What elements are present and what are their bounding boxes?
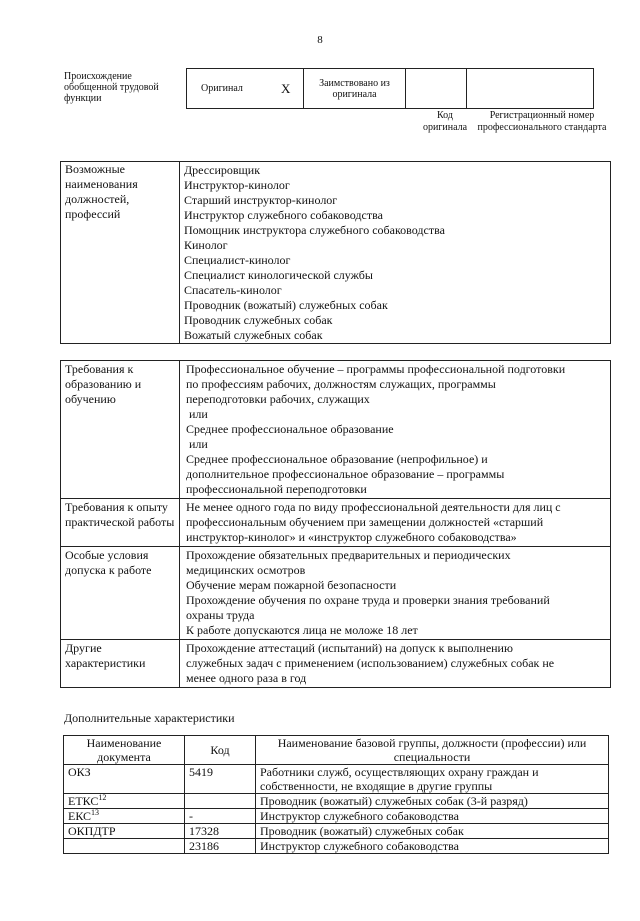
position-item: Дрессировщик <box>184 163 261 177</box>
positions-list <box>180 162 611 344</box>
requirement-content <box>180 499 611 547</box>
code-cell: 23186 <box>185 839 256 854</box>
requirement-line: Прохождение аттестаций (испытаний) на допуск к выполнению <box>186 641 513 655</box>
header-code: Код <box>185 736 256 765</box>
requirement-line: Обучение мерам пожарной безопасности <box>186 578 397 592</box>
position-item: Старший инструктор-кинолог <box>184 193 338 207</box>
header-document: Наименование документа <box>64 736 185 765</box>
registration-number-cell <box>467 69 594 109</box>
table-row <box>64 765 609 794</box>
requirement-row <box>61 499 611 547</box>
requirement-line: Не менее одного года по виду профессиональной деятельности для лиц с <box>186 500 561 514</box>
requirement-line: по профессиям рабочих, должностям служащих, программы <box>186 377 496 391</box>
position-item: Помощник инструктора служебного собаководства <box>184 223 445 237</box>
requirement-line: служебных задач с применением (использованием) служебных собак не <box>186 656 555 670</box>
code-cell: - <box>185 809 256 824</box>
borrowed-label: Заимствовано из оригинала <box>304 69 406 109</box>
document-name: ЕКС <box>68 809 92 823</box>
document-name: ОКЗ <box>68 765 91 779</box>
requirement-content <box>180 361 611 499</box>
registration-caption: Регистрационный номер профессионального стандарта <box>477 110 607 133</box>
requirement-label: Требования к образованию и обучению <box>61 361 180 499</box>
name-cell: Проводник (вожатый) служебных собак <box>256 824 609 839</box>
requirement-line: или <box>189 437 208 451</box>
requirement-line: профессиональной переподготовки <box>186 482 367 496</box>
document-cell <box>64 824 185 839</box>
requirement-line: К работе допускаются лица не моложе 18 лет <box>186 623 418 637</box>
extra-table <box>63 735 609 854</box>
original-code-cell <box>406 69 467 109</box>
table-row <box>64 809 609 824</box>
origin-table <box>186 68 594 109</box>
position-item: Вожатый служебных собак <box>184 328 323 342</box>
name-cell: Проводник (вожатый) служебных собак (3-й разряд) <box>256 794 609 809</box>
document-name: ЕТКС <box>68 794 99 808</box>
position-item: Проводник (вожатый) служебных собак <box>184 298 388 312</box>
original-label: Оригинал <box>187 69 282 109</box>
footnote-ref: 13 <box>91 808 100 817</box>
code-cell: 17328 <box>185 824 256 839</box>
requirement-line: медицинских осмотров <box>186 563 306 577</box>
code-caption: Код оригинала <box>422 110 468 133</box>
header-name: Наименование базовой группы, должности (профессии) или специальности <box>256 736 609 765</box>
position-item: Инструктор-кинолог <box>184 178 290 192</box>
document-cell <box>64 765 185 794</box>
requirement-line: Прохождение обязательных предварительных и периодических <box>186 548 511 562</box>
document-cell <box>64 839 185 854</box>
name-cell: Инструктор служебного собаководства <box>256 839 609 854</box>
requirement-row <box>61 361 611 499</box>
footnote-ref: 12 <box>98 793 107 802</box>
page-number: 8 <box>317 34 323 46</box>
requirement-label: Другие характеристики <box>61 640 180 688</box>
position-item: Специалист кинологической службы <box>184 268 373 282</box>
positions-table <box>60 161 611 344</box>
origin-label: Происхождение обобщенной трудовой функции <box>64 71 159 104</box>
requirement-label: Требования к опыту практической работы <box>61 499 180 547</box>
positions-label: Возможные наименования должностей, профессий <box>61 162 180 344</box>
requirement-line: переподготовки рабочих, служащих <box>186 392 370 406</box>
document-cell <box>64 794 185 809</box>
requirement-line: Среднее профессиональное образование <box>186 422 394 436</box>
code-cell: 5419 <box>185 765 256 794</box>
requirement-line: профессиональным обучением при замещении должностей «старший <box>186 515 544 529</box>
name-cell: Инструктор служебного собаководства <box>256 809 609 824</box>
requirement-line: Прохождение обучения по охране труда и проверки знания требований <box>186 593 550 607</box>
position-item: Кинолог <box>184 238 228 252</box>
requirement-line: инструктор-кинолог» и «инструктор служебного собаководства» <box>186 530 517 544</box>
requirement-line: Среднее профессиональное образование (непрофильное) и <box>186 452 488 466</box>
document-name: ОКПДТР <box>68 824 116 838</box>
document-cell <box>64 809 185 824</box>
requirement-line: менее одного раза в год <box>186 671 307 685</box>
requirement-content <box>180 640 611 688</box>
requirement-line: Профессиональное обучение – программы профессиональной подготовки <box>186 362 566 376</box>
original-mark: X <box>281 69 304 109</box>
requirement-line: или <box>189 407 208 421</box>
code-cell <box>185 794 256 809</box>
name-cell: Работники служб, осуществляющих охрану граждан и собственности, не входящие в другие группы <box>256 765 609 794</box>
requirement-line: охраны труда <box>186 608 255 622</box>
position-item: Спасатель-кинолог <box>184 283 282 297</box>
requirement-content <box>180 547 611 640</box>
table-row <box>64 824 609 839</box>
requirement-row <box>61 640 611 688</box>
requirement-label: Особые условия допуска к работе <box>61 547 180 640</box>
table-row <box>64 839 609 854</box>
requirements-table <box>60 360 611 688</box>
extra-title: Дополнительные характеристики <box>64 711 235 725</box>
requirement-line: дополнительное профессиональное образование – программы <box>186 467 505 481</box>
position-item: Инструктор служебного собаководства <box>184 208 383 222</box>
requirement-row <box>61 547 611 640</box>
table-row <box>64 794 609 809</box>
position-item: Специалист-кинолог <box>184 253 291 267</box>
position-item: Проводник служебных собак <box>184 313 333 327</box>
